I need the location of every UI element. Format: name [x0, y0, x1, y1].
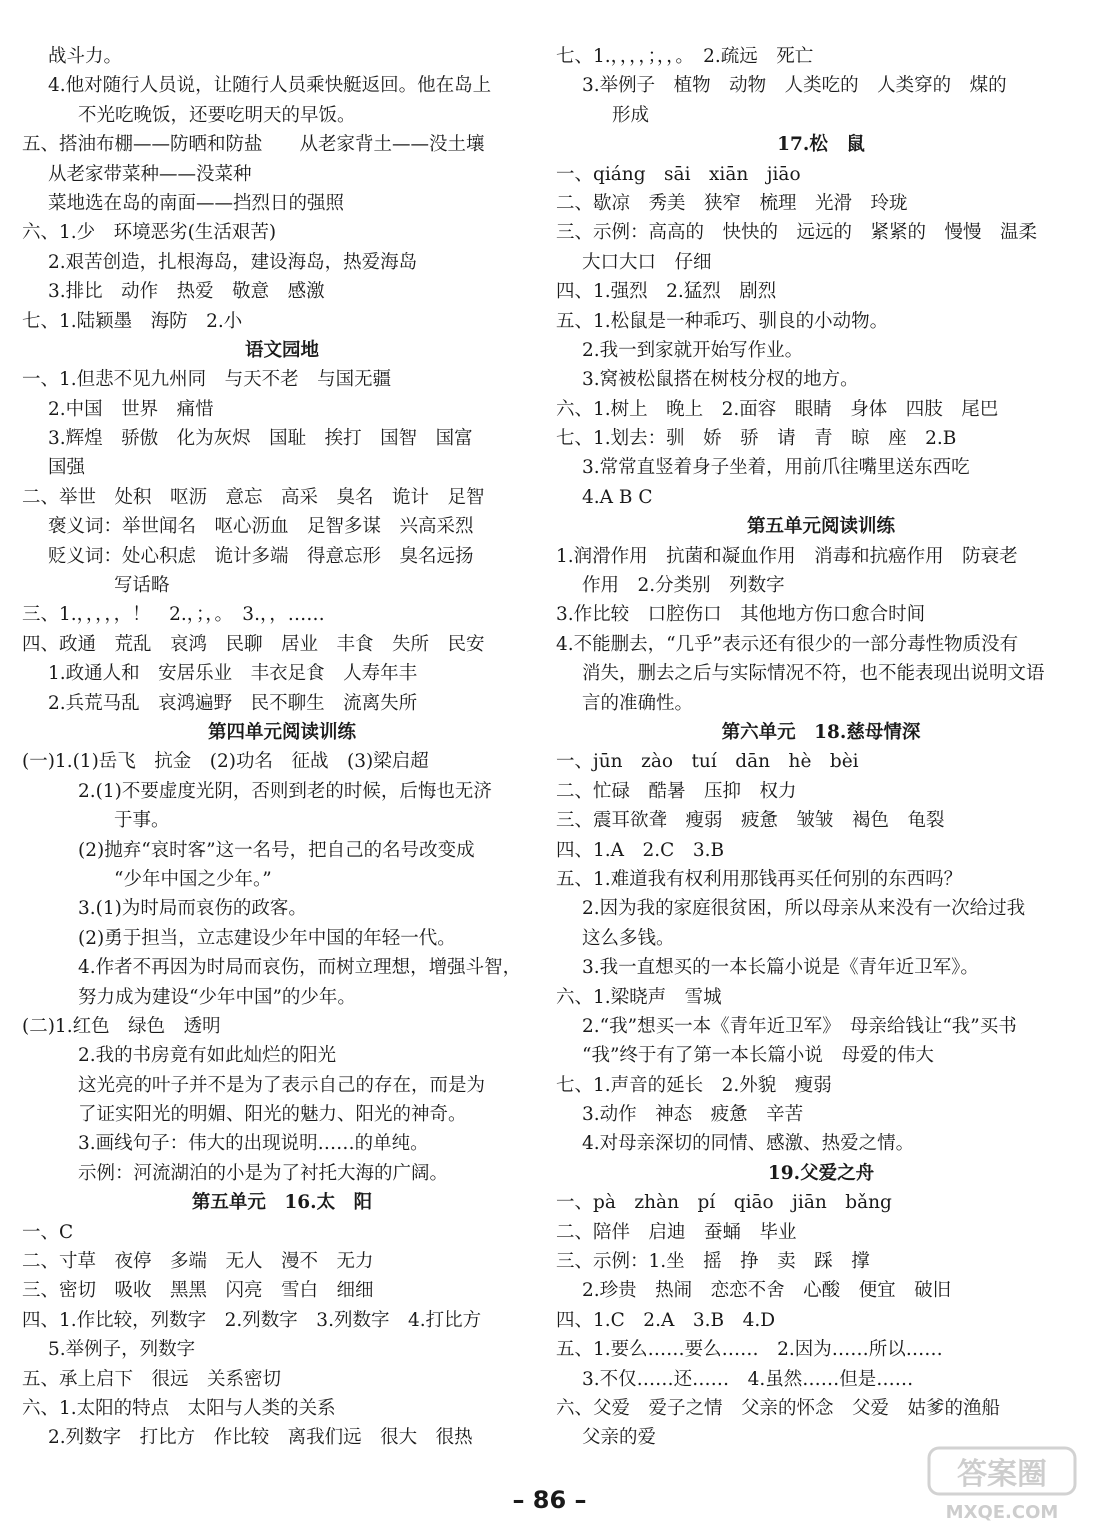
answer-line: “我”终于有了第一本长篇小说 母爱的伟大 — [582, 1045, 934, 1067]
answer-line: “少年中国之少年。” — [114, 868, 272, 890]
answer-line: 形成 — [612, 104, 650, 126]
section-heading: 第四单元阅读训练 — [207, 721, 356, 743]
answer-line: 三、示例：高高的 快快的 远远的 紧紧的 慢慢 温柔 — [556, 222, 1038, 244]
answer-line: 四、1.强烈 2.猛烈 剧烈 — [556, 281, 777, 303]
answer-line: 2.艰苦创造，扎根海岛，建设海岛，热爱海岛 — [48, 251, 418, 273]
answer-line: 2.列数字 打比方 作比较 离我们远 很大 很热 — [48, 1427, 473, 1449]
answer-line: 一、qiáng sāi xiān jiāo — [556, 163, 801, 185]
answer-line: 一、C — [22, 1221, 74, 1243]
answer-line: 三、密切 吸收 黑黑 闪亮 雪白 细细 — [22, 1280, 374, 1302]
answer-line: 四、1.C 2.A 3.B 4.D — [556, 1309, 776, 1331]
answer-line: 2.“我”想买一本《青年近卫军》 母亲给钱让“我”买书 — [582, 1015, 1017, 1037]
answer-line: 二、举世 处积 呕沥 意忘 高采 臭名 诡计 足智 — [22, 486, 485, 508]
answer-line: 了证实阳光的明媚、阳光的魅力、阳光的神奇。 — [78, 1104, 467, 1126]
watermark-bottom-text: MXQE.COM — [945, 1502, 1059, 1523]
answer-line: 4.作者不再因为时局而哀伤，而树立理想，增强斗智， — [78, 957, 522, 979]
section-heading: 第五单元 16.太 阳 — [191, 1192, 373, 1214]
answer-line: 三、示例：1.坐 摇 挣 卖 踩 撑 — [556, 1251, 870, 1273]
answer-line: 3.动作 神态 疲惫 辛苦 — [582, 1104, 804, 1126]
answer-line: 3.不仅……还…… 4.虽然……但是…… — [582, 1368, 914, 1390]
answer-line: 这光亮的叶子并不是为了表示自己的存在，而是为 — [78, 1074, 486, 1096]
answer-line: 一、pà zhàn pí qiāo jiān bǎng — [556, 1192, 892, 1214]
answer-line: 2.我的书房竟有如此灿烂的阳光 — [78, 1045, 337, 1067]
answer-line: 二、忙碌 酷暑 压抑 权力 — [556, 780, 797, 802]
answer-line: 贬义词：处心积虑 诡计多端 得意忘形 臭名远扬 — [48, 545, 474, 567]
answer-line: 2.因为我的家庭很贫困，所以母亲从来没有一次给过我 — [582, 898, 1026, 920]
answer-line: 3.排比 动作 热爱 敬意 感激 — [48, 281, 325, 303]
answer-line: 不光吃晚饭，还要吃明天的早饭。 — [78, 104, 356, 126]
answer-line: 五、搭油布棚——防晒和防盐 从老家背土——没土壤 — [22, 134, 485, 156]
answer-line: 七、1.陆颖墨 海防 2.小 — [22, 310, 243, 332]
answer-line: 四、1.A 2.C 3.B — [556, 839, 725, 861]
answer-line: 五、承上启下 很远 关系密切 — [22, 1368, 282, 1390]
answer-line: 1.润滑作用 抗菌和凝血作用 消毒和抗癌作用 防衰老 — [556, 545, 1018, 567]
answer-line: 2.中国 世界 痛惜 — [48, 398, 214, 420]
answer-line: 示例：河流湖泊的小是为了衬托大海的广阔。 — [78, 1162, 449, 1184]
answer-line: 作用 2.分类别 列数字 — [582, 575, 785, 597]
answer-line: (2)抛弃“哀时客”这一名号，把自己的名号改变成 — [78, 839, 475, 861]
answer-line: 2.我一到家就开始写作业。 — [582, 339, 804, 361]
answer-line: 3.(1)为时局而哀伤的政客。 — [78, 898, 307, 920]
answer-line: 3.作比较 口腔伤口 其他地方伤口愈合时间 — [556, 604, 926, 626]
answer-line: 四、1.作比较，列数字 2.列数字 3.列数字 4.打比方 — [22, 1309, 482, 1331]
answer-line: 言的准确性。 — [582, 692, 694, 714]
page-number: – 86 – — [512, 1486, 587, 1514]
answer-line: 3.画线句子：伟大的出现说明……的单纯。 — [78, 1133, 429, 1155]
answer-line: 六、1.太阳的特点 太阳与人类的关系 — [22, 1397, 336, 1419]
left-column — [22, 42, 542, 1453]
answer-line: 4.A B C — [582, 486, 653, 508]
answer-line: 5.举例子，列数字 — [48, 1339, 196, 1361]
answer-line: 五、1.难道我有权利用那钱再买任何别的东西吗？ — [556, 868, 963, 890]
answer-line: 褒义词：举世闻名 呕心沥血 足智多谋 兴高采烈 — [48, 516, 474, 538]
answer-line: 六、父爱 爱子之情 父亲的怀念 父爱 姑爹的渔船 — [556, 1397, 1001, 1419]
answer-line: 4.对母亲深切的同情、感激、热爱之情。 — [582, 1133, 915, 1155]
answer-line: 六、1.少 环境恶劣(生活艰苦) — [22, 222, 277, 244]
answer-line: 3.举例子 植物 动物 人类吃的 人类穿的 煤的 — [582, 75, 1007, 97]
answer-line: 二、寸草 夜停 多端 无人 漫不 无力 — [22, 1251, 374, 1273]
answer-line: 大口大口 仔细 — [582, 251, 712, 273]
answer-line: 三、1.，，，，，！ 2.，；，。 3.，，…… — [22, 604, 325, 626]
answer-line: (二)1.红色 绿色 透明 — [22, 1015, 221, 1037]
answer-line: (一)1.(1)岳飞 抗金 (2)功名 征战 (3)梁启超 — [22, 751, 429, 773]
answer-line: 写话略 — [114, 575, 170, 597]
answer-line: 二、歇凉 秀美 狭窄 梳理 光滑 玲珑 — [556, 192, 908, 214]
answer-line: (2)勇于担当，立志建设少年中国的年轻一代。 — [78, 927, 456, 949]
answer-line: 战斗力。 — [48, 46, 123, 67]
right-column — [556, 42, 1086, 1453]
answer-line: 努力成为建设“少年中国”的少年。 — [78, 986, 356, 1008]
answer-line: 二、陪伴 启迪 蚕蛹 毕业 — [556, 1221, 797, 1243]
section-heading: 语文园地 — [244, 339, 319, 361]
answer-line: 三、震耳欲聋 瘦弱 疲惫 皱皱 褐色 龟裂 — [556, 810, 945, 832]
answer-line: 3.我一直想买的一本长篇小说是《青年近卫军》。 — [582, 957, 979, 979]
answer-line: 一、1.但悲不见九州同 与天不老 与国无疆 — [22, 369, 392, 391]
answer-line: 七、1.划去：驯 娇 骄 请 青 晾 座 2.B — [556, 428, 957, 450]
answer-line: 一、jūn zào tuí dān hè bèi — [556, 751, 859, 773]
section-heading: 19.父爱之舟 — [767, 1162, 875, 1184]
answer-line: 这么多钱。 — [582, 927, 675, 949]
answer-line: 3.窝被松鼠搭在树枝分杈的地方。 — [582, 369, 859, 391]
watermark-top-text: 答案圈 — [957, 1457, 1047, 1492]
section-heading: 第六单元 18.慈母情深 — [721, 721, 921, 743]
answer-line: 四、政通 荒乱 哀鸿 民聊 居业 丰食 失所 民安 — [22, 633, 485, 655]
answer-line: 国强 — [48, 457, 86, 479]
section-heading: 17.松 鼠 — [777, 134, 865, 156]
answer-line: 从老家带菜种——没菜种 — [48, 163, 252, 185]
answer-line: 2.珍贵 热闹 恋恋不舍 心酸 便宜 破旧 — [582, 1280, 952, 1302]
answer-line: 六、1.梁晓声 雪城 — [556, 986, 722, 1008]
answer-line: 菜地选在岛的南面——挡烈日的强照 — [48, 192, 345, 214]
answer-line: 于事。 — [114, 810, 170, 832]
answer-line: 3.常常直竖着身子坐着，用前爪往嘴里送东西吃 — [582, 457, 970, 479]
answer-line: 4.不能删去，“几乎”表示还有很少的一部分毒性物质没有 — [556, 633, 1019, 655]
answer-line: 1.政通人和 安居乐业 丰衣足食 人寿年丰 — [48, 663, 418, 685]
section-heading: 第五单元阅读训练 — [746, 516, 895, 538]
answer-line: 2.(1)不要虚度光阴，否则到老的时候，后悔也无济 — [78, 780, 492, 802]
answer-line: 3.辉煌 骄傲 化为灰烬 国耻 挨打 国智 国富 — [48, 428, 473, 450]
answer-line: 五、1.松鼠是一种乖巧、驯良的小动物。 — [556, 310, 889, 332]
watermark-logo — [927, 1444, 1077, 1524]
answer-line: 六、1.树上 晚上 2.面容 眼睛 身体 四肢 尾巴 — [556, 398, 999, 420]
answer-line: 4.他对随行人员说，让随行人员乘快艇返回。他在岛上 — [48, 75, 492, 97]
answer-line: 2.兵荒马乱 哀鸿遍野 民不聊生 流离失所 — [48, 692, 418, 714]
answer-line: 五、1.要么……要么…… 2.因为……所以…… — [556, 1339, 943, 1361]
answer-line: 消失，删去之后与实际情况不符，也不能表现出说明文语 — [582, 663, 1045, 685]
answer-line: 七、1.声音的延长 2.外貌 瘦弱 — [556, 1074, 832, 1096]
answer-line: 七、1.，，，，；，，。 2.疏远 死亡 — [556, 46, 814, 67]
answer-line: 父亲的爱 — [582, 1427, 657, 1449]
